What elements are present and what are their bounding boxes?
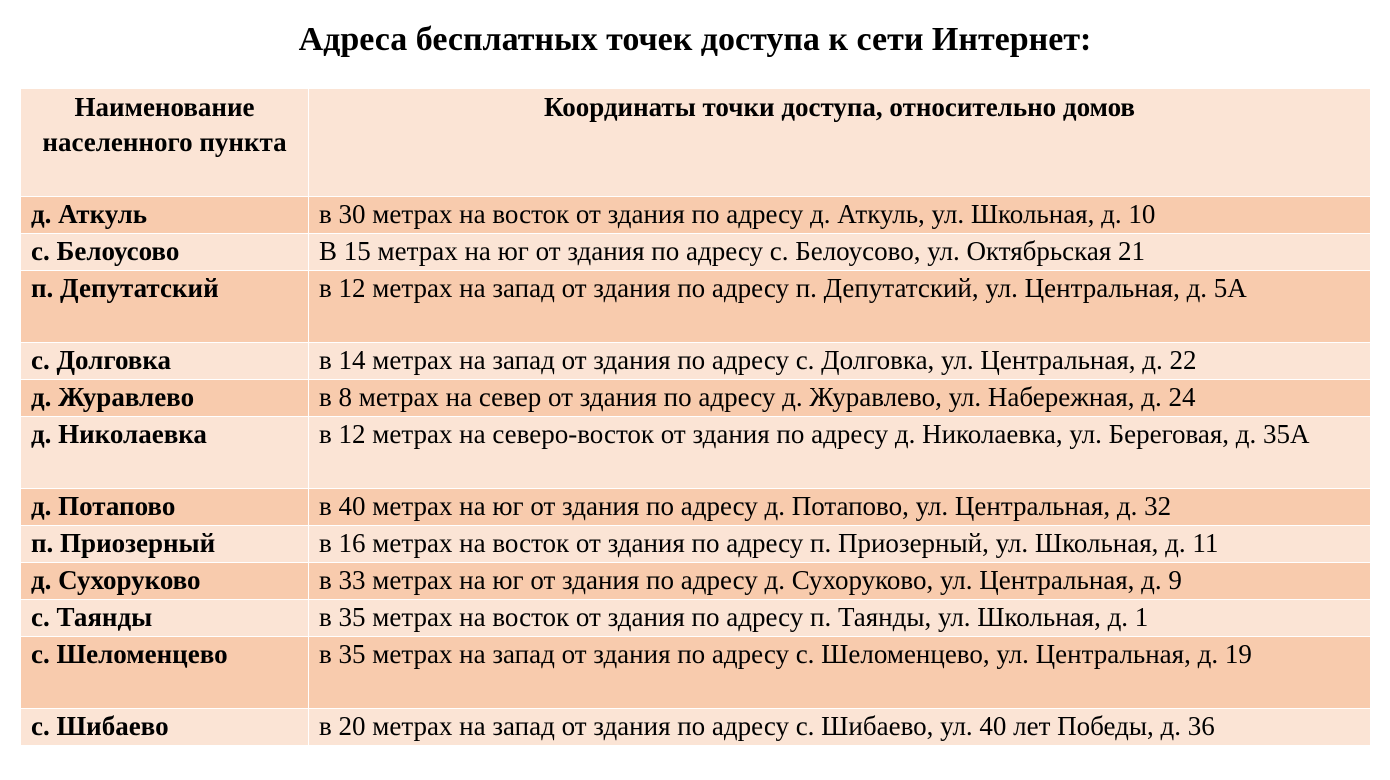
table-row: [21, 380, 1371, 417]
table-row: [21, 563, 1371, 600]
access-points-table: [20, 88, 1371, 746]
access-point-address: в 33 метрах на юг от здания по адресу д. Сухоруково, ул. Центральная, д. 9: [309, 563, 1371, 600]
access-point-address: в 30 метрах на восток от здания по адресу д. Аткуль, ул. Школьная, д. 10: [309, 197, 1371, 234]
settlement-name: с. Шибаево: [21, 709, 309, 746]
table-header-row: [21, 89, 1371, 197]
settlement-name: д. Потапово: [21, 489, 309, 526]
table-row: [21, 489, 1371, 526]
table-row: [21, 709, 1371, 746]
column-header-coordinates: Координаты точки доступа, относительно домов: [309, 89, 1371, 197]
access-point-address: в 8 метрах на север от здания по адресу д. Журавлево, ул. Набережная, д. 24: [309, 380, 1371, 417]
table-row: [21, 637, 1371, 709]
table-row: [21, 271, 1371, 343]
table-row: [21, 343, 1371, 380]
settlement-name: с. Долговка: [21, 343, 309, 380]
access-point-address: в 40 метрах на юг от здания по адресу д. Потапово, ул. Центральная, д. 32: [309, 489, 1371, 526]
settlement-name: д. Журавлево: [21, 380, 309, 417]
table-row: [21, 234, 1371, 271]
table-row: [21, 197, 1371, 234]
settlement-name: д. Сухоруково: [21, 563, 309, 600]
access-point-address: В 15 метрах на юг от здания по адресу с. Белоусово, ул. Октябрьская 21: [309, 234, 1371, 271]
page-title: Адреса бесплатных точек доступа к сети Интернет:: [298, 21, 1092, 58]
access-point-address: в 16 метрах на восток от здания по адресу п. Приозерный, ул. Школьная, д. 11: [309, 526, 1371, 563]
settlement-name: с. Таянды: [21, 600, 309, 637]
settlement-name: д. Николаевка: [21, 417, 309, 489]
settlement-name: п. Приозерный: [21, 526, 309, 563]
table-row: [21, 417, 1371, 489]
access-point-address: в 35 метрах на восток от здания по адресу п. Таянды, ул. Школьная, д. 1: [309, 600, 1371, 637]
access-point-address: в 12 метрах на запад от здания по адресу п. Депутатский, ул. Центральная, д. 5А: [309, 271, 1371, 343]
settlement-name: с. Шеломенцево: [21, 637, 309, 709]
column-header-settlement: Наименование населенного пункта: [21, 89, 309, 197]
table-row: [21, 600, 1371, 637]
access-point-address: в 20 метрах на запад от здания по адресу с. Шибаево, ул. 40 лет Победы, д. 36: [309, 709, 1371, 746]
settlement-name: п. Депутатский: [21, 271, 309, 343]
access-point-address: в 14 метрах на запад от здания по адресу с. Долговка, ул. Центральная, д. 22: [309, 343, 1371, 380]
settlement-name: д. Аткуль: [21, 197, 309, 234]
table-row: [21, 526, 1371, 563]
access-point-address: в 35 метрах на запад от здания по адресу с. Шеломенцево, ул. Центральная, д. 19: [309, 637, 1371, 709]
settlement-name: с. Белоусово: [21, 234, 309, 271]
access-point-address: в 12 метрах на северо-восток от здания по адресу д. Николаевка, ул. Береговая, д. 35А: [309, 417, 1371, 489]
